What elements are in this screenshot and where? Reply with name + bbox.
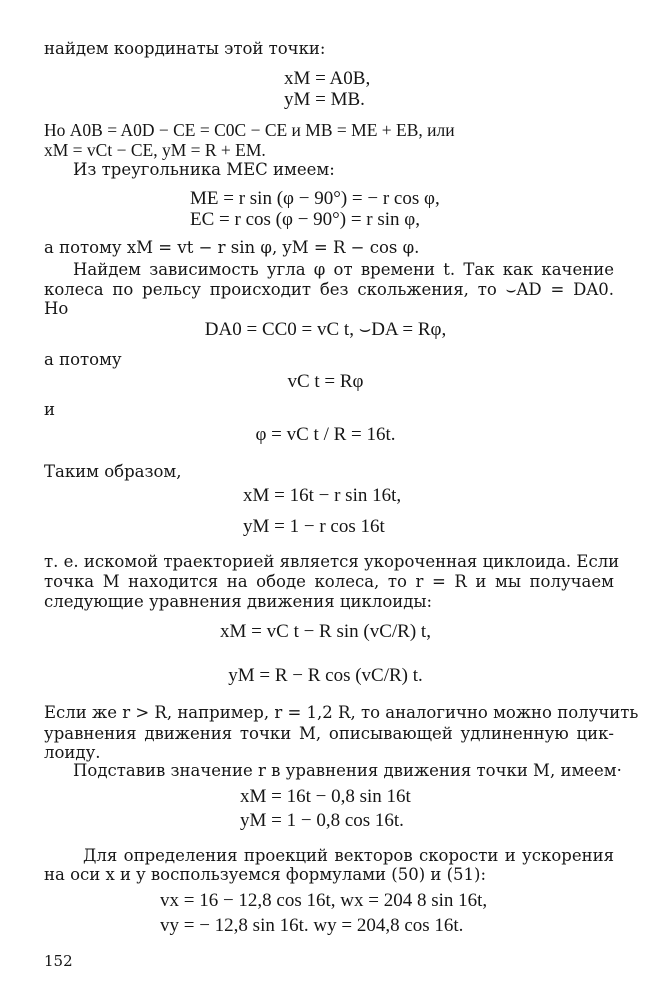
text-line: Но xyxy=(44,299,69,318)
equation: vC t = Rφ xyxy=(287,371,364,392)
text-line: т. е. искомой траекторией является укороченная циклоида. Если xyxy=(44,552,620,571)
page-number: 152 xyxy=(44,952,73,970)
text-line: точка M находится на ободе колеса, то r = R и мы получаем xyxy=(44,572,614,591)
text-line: и xyxy=(44,400,55,419)
equation: yM = 1 − 0,8 cos 16t. xyxy=(240,810,404,831)
text-line: Если же r > R, например, r = 1,2 R, то аналогично можно получить xyxy=(44,703,639,722)
text-line: лоиду. xyxy=(44,743,101,762)
text-line: найдем координаты этой точки: xyxy=(44,39,326,58)
equation: xM = vC t − R sin (vC/R) t, xyxy=(220,621,431,642)
equation: DA0 = CC0 = vC t, ⌣DA = Rφ, xyxy=(204,319,447,340)
text-line: Найдем зависимость угла φ от времени t. Так как качение xyxy=(73,260,614,279)
equation: xM = 16t − 0,8 sin 16t xyxy=(240,786,411,807)
text-line: Но A0B = A0D − CE = C0C − CE и MB = ME + EB, или xyxy=(44,120,455,140)
equation: φ = vC t / R = 16t. xyxy=(255,424,396,445)
equation: EC = r cos (φ − 90°) = r sin φ, xyxy=(190,209,421,230)
equation: yM = R − R cos (vC/R) t. xyxy=(228,665,423,686)
equation: vy = − 12,8 sin 16t. wy = 204,8 cos 16t. xyxy=(160,915,464,936)
text-line: колеса по рельсу происходит без скольжения, то ⌣AD = DA0. xyxy=(44,280,614,299)
text-line: уравнения движения точки M, описывающей удлиненную цик- xyxy=(44,724,614,743)
text-line: а потому xM = vt − r sin φ, yM = R − cos φ. xyxy=(44,238,420,257)
text-line: на оси x и y воспользуемся формулами (50) и (51): xyxy=(44,865,487,884)
text-line: Из треугольника MEC имеем: xyxy=(73,160,335,179)
text-line: Для определения проекций векторов скорости и ускорения xyxy=(83,846,614,865)
text-line: а потому xyxy=(44,350,122,369)
equation: xM = 16t − r sin 16t, xyxy=(243,485,402,506)
equation: xM = A0B, xyxy=(284,68,371,89)
text-line: xM = vCt − CE, yM = R + EM. xyxy=(44,140,266,160)
equation: yM = 1 − r cos 16t xyxy=(243,516,385,537)
text-line: Подставив значение r в уравнения движения точки M, имеем· xyxy=(73,761,622,780)
text-line: следующие уравнения движения циклоиды: xyxy=(44,592,433,611)
text-line: Таким образом, xyxy=(44,462,182,481)
equation: yM = MB. xyxy=(284,89,365,110)
equation: ME = r sin (φ − 90°) = − r cos φ, xyxy=(190,188,440,209)
equation: vx = 16 − 12,8 cos 16t, wx = 204 8 sin 16t, xyxy=(160,890,488,911)
